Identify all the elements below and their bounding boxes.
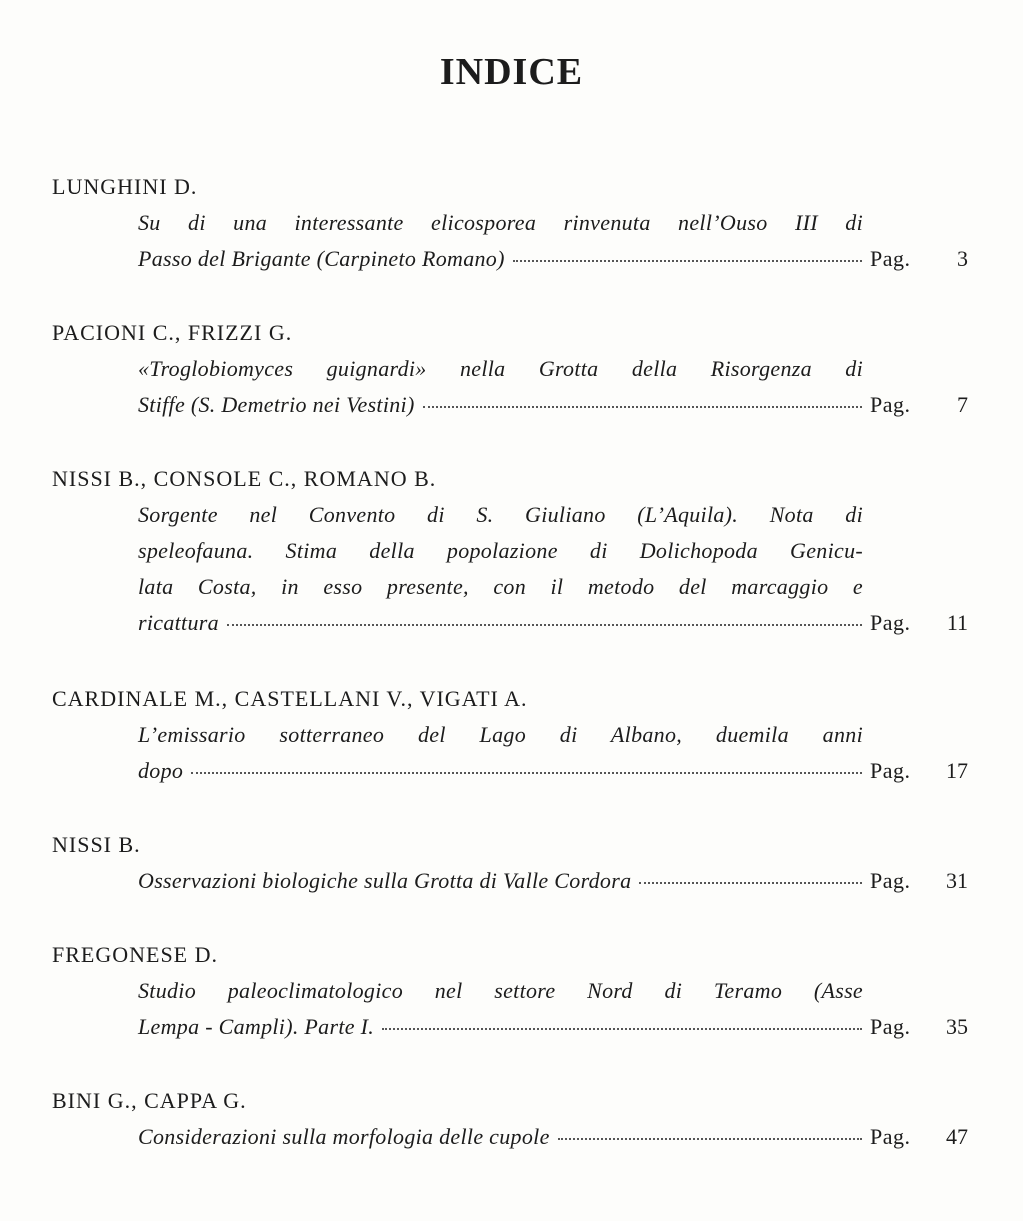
page-label: Pag. (870, 610, 911, 635)
entry-title-line: L’emissario sotterraneo del Lago di Albano, duemila anni (138, 722, 863, 747)
entry-authors: PACIONI C., FRIZZI G. (52, 320, 293, 345)
entry-title-line: Passo del Brigante (Carpineto Romano) (138, 246, 505, 271)
page-label: Pag. (870, 1014, 911, 1039)
page-title: INDICE (439, 51, 584, 93)
page-number: 3 (957, 246, 968, 271)
dot-leader (227, 624, 862, 626)
entry-last-line (138, 758, 968, 784)
entry-authors: CARDINALE M., CASTELLANI V., VIGATI A. (52, 686, 528, 711)
dot-leader (639, 882, 862, 884)
entry-title-line: Studio paleoclimatologico nel settore Nord di Teramo (Asse (138, 978, 863, 1003)
entry-title-line: lata Costa, in esso presente, con il metodo del marcaggio e (138, 574, 863, 599)
entry-authors: BINI G., CAPPA G. (52, 1088, 247, 1113)
entry-title-line: speleofauna. Stima della popolazione di Dolichopoda Genicu- (138, 538, 863, 563)
dot-leader (423, 406, 862, 408)
page-label: Pag. (870, 1124, 911, 1149)
dot-leader (191, 772, 862, 774)
entry-last-line (138, 868, 968, 894)
entry-authors: NISSI B., CONSOLE C., ROMANO B. (52, 466, 437, 491)
entry-title-line: ricattura (138, 610, 219, 635)
entry-title-line: Stiffe (S. Demetrio nei Vestini) (138, 392, 415, 417)
page-number: 11 (946, 610, 968, 635)
dot-leader (558, 1138, 862, 1140)
page-label: Pag. (870, 868, 911, 893)
page-label: Pag. (870, 246, 911, 271)
entry-authors: LUNGHINI D. (52, 174, 198, 199)
entry-title-line: Su di una interessante elicosporea rinvenuta nell’Ouso III di (138, 210, 863, 235)
dot-leader (382, 1028, 862, 1030)
entry-authors: NISSI B. (52, 832, 141, 857)
entry-last-line (138, 610, 968, 636)
page-label: Pag. (870, 392, 911, 417)
page-number: 31 (946, 868, 968, 893)
entry-title-line: dopo (138, 758, 184, 783)
entry-title-line: Osservazioni biologiche sulla Grotta di Valle Cordora (138, 868, 632, 893)
entry-last-line (138, 392, 968, 418)
entry-title-line: Considerazioni sulla morfologia delle cupole (138, 1124, 550, 1149)
page-number: 17 (946, 758, 968, 783)
dot-leader (513, 260, 862, 262)
entry-title-line: Sorgente nel Convento di S. Giuliano (L’Aquila). Nota di (138, 502, 863, 527)
page-number: 35 (946, 1014, 968, 1039)
page-number: 47 (946, 1124, 968, 1149)
page-label: Pag. (870, 758, 911, 783)
entry-last-line (138, 1124, 968, 1150)
page-number: 7 (957, 392, 968, 417)
entry-authors: FREGONESE D. (52, 942, 219, 967)
entry-title-line: «Troglobiomyces guignardi» nella Grotta della Risorgenza di (138, 356, 863, 381)
entry-title-line: Lempa - Campli). Parte I. (138, 1014, 375, 1039)
entry-last-line (138, 1014, 968, 1040)
entry-last-line (138, 246, 968, 272)
